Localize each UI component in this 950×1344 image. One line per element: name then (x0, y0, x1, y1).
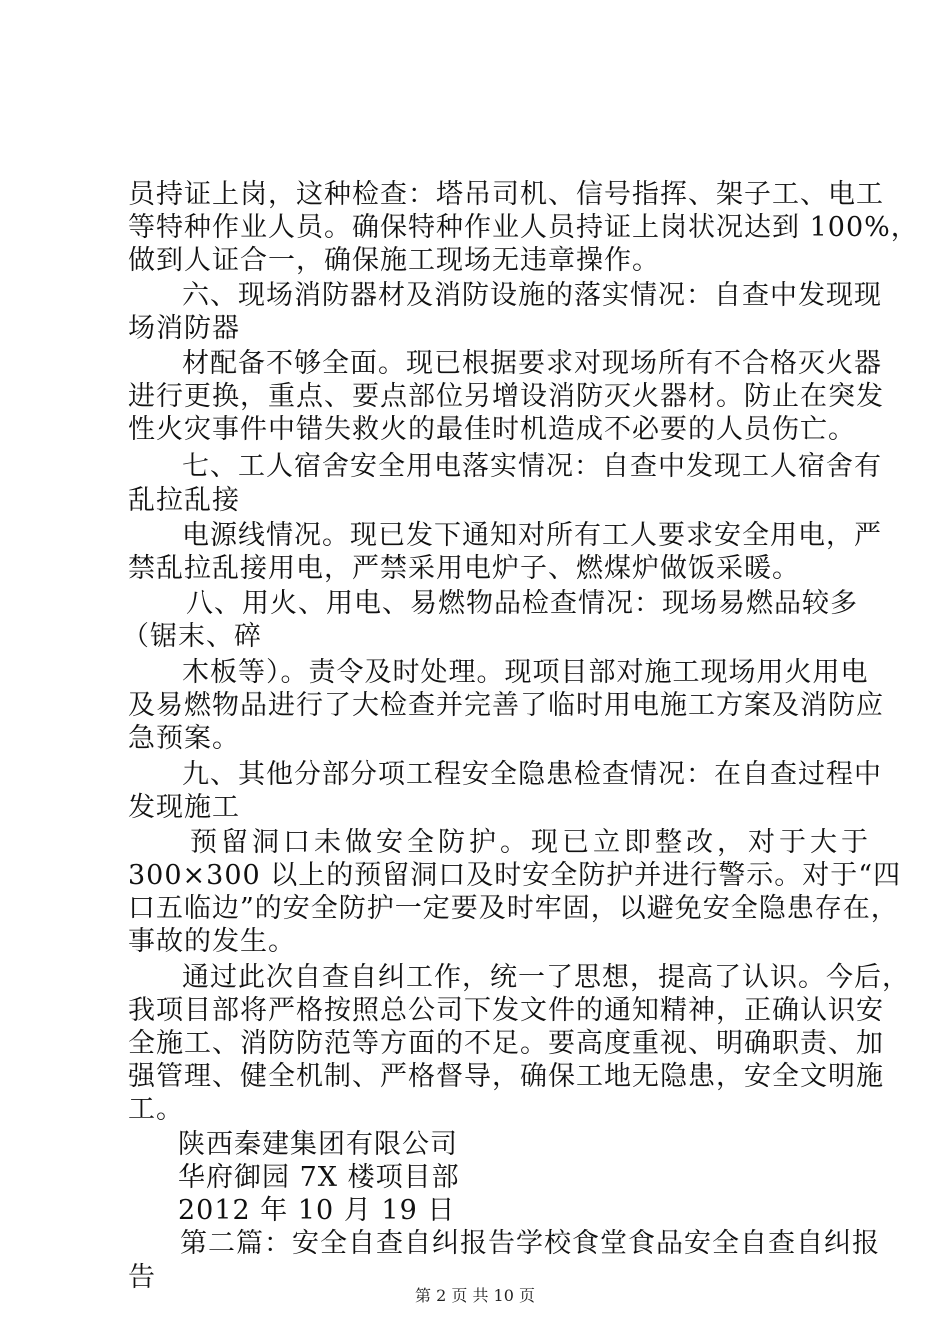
text-line: 员持证上岗，这种检查：塔吊司机、信号指挥、架子工、电工 (128, 179, 884, 210)
chapter-heading: 第二篇：安全自查自纠报告学校食堂食品安全自查自纠报 (180, 1228, 880, 1259)
text-line: 等特种作业人员。确保特种作业人员持证上岗状况达到 100%， (128, 212, 919, 243)
text-line: 材配备不够全面。现已根据要求对现场所有不合格灭火器 (182, 348, 882, 379)
text-line: 全施工、消防防范等方面的不足。要高度重视、明确职责、加 (128, 1028, 884, 1059)
text-line: 及易燃物品进行了大检查并完善了临时用电施工方案及消防应 (128, 690, 884, 721)
signature-date: 2012 年 10 月 19 日 (178, 1195, 456, 1226)
text-line: 口五临边”的安全防护一定要及时牢固，以避免安全隐患存在， (128, 893, 899, 924)
text-line: 事故的发生。 (128, 926, 296, 957)
text-line: 性火灾事件中错失救火的最佳时机造成不必要的人员伤亡。 (128, 414, 856, 445)
page-number: 第 2 页 共 10 页 (415, 1286, 535, 1305)
text-line: 工。 (128, 1094, 184, 1125)
section-heading: 七、工人宿舍安全用电落实情况：自查中发现工人宿舍有 (182, 451, 882, 482)
text-line: 乱拉乱接 (128, 485, 240, 516)
text-line: （锯末、碎 (122, 621, 262, 652)
text-line: 做到人证合一，确保施工现场无违章操作。 (128, 245, 660, 276)
text-line: 发现施工 (128, 792, 240, 823)
text-line: 我项目部将严格按照总公司下发文件的通知精神，正确认识安 (128, 995, 884, 1026)
text-line: 进行更换，重点、要点部位另增设消防灭火器材。防止在突发 (128, 381, 884, 412)
company-name: 陕西秦建集团有限公司 (178, 1129, 458, 1160)
project-department: 华府御园 7X 楼项目部 (178, 1162, 460, 1193)
text-line: 急预案。 (128, 723, 240, 754)
text-line: 强管理、健全机制、严格督导，确保工地无隐患，安全文明施 (128, 1061, 884, 1092)
text-line: 300×300 以上的预留洞口及时安全防护并进行警示。对于“四 (128, 860, 902, 891)
text-line: 电源线情况。现已发下通知对所有工人要求安全用电，严 (182, 520, 882, 551)
text-line: 禁乱拉乱接用电，严禁采用电炉子、燃煤炉做饭采暖。 (128, 553, 800, 584)
text-line: 木板等）。责令及时处理。现项目部对施工现场用火用电 (182, 657, 869, 688)
text-line: 告 (128, 1262, 156, 1293)
text-line: 通过此次自查自纠工作，统一了思想，提高了认识。今后， (182, 962, 910, 993)
section-heading: 六、现场消防器材及消防设施的落实情况：自查中发现现 (182, 280, 882, 311)
section-heading: 八、用火、用电、易燃物品检查情况：现场易燃品较多 (186, 588, 858, 619)
text-line: 场消防器 (128, 313, 240, 344)
text-line: 预留洞口未做安全防护。现已立即整改，对于大于 (190, 827, 872, 858)
section-heading: 九、其他分部分项工程安全隐患检查情况：在自查过程中 (182, 759, 882, 790)
